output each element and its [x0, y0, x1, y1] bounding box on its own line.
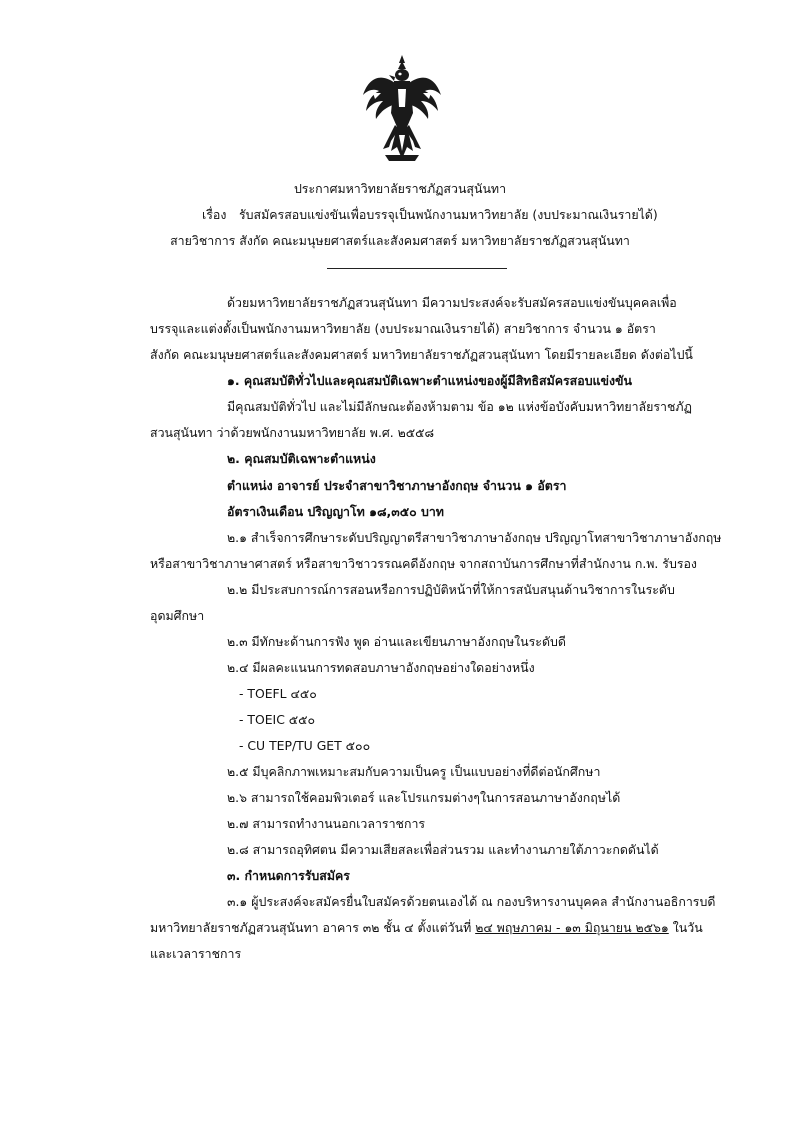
schedule-3-1-post: ในวัน	[672, 920, 703, 935]
subject-line-2: สายวิชาการ สังกัด คณะมนุษยศาสตร์และสังคมศาสตร์ มหาวิทยาลัยราชภัฏสวนสุนันทา	[170, 233, 630, 248]
qualification-2-7: ๒.๗ สามารถทำงานนอกเวลาราชการ	[227, 816, 426, 831]
qualification-2-4: ๒.๔ มีผลคะแนนการทดสอบภาษาอังกฤษอย่างใดอย่างหนึ่ง	[227, 660, 535, 675]
header-divider	[327, 268, 507, 269]
qualification-2-2-line-2: อุดมศึกษา	[150, 608, 205, 623]
intro-line-1: ด้วยมหาวิทยาลัยราชภัฏสวนสุนันทา มีความประสงค์จะรับสมัครสอบแข่งขันบุคคลเพื่อ	[227, 295, 677, 310]
qualification-2-1-line-1: ๒.๑ สำเร็จการศึกษาระดับปริญญาตรีสาขาวิชาภาษาอังกฤษ ปริญญาโทสาขาวิชาภาษาอังกฤษ	[227, 530, 722, 545]
subject-label: เรื่อง	[202, 207, 227, 222]
document-title: ประกาศมหาวิทยาลัยราชภัฏสวนสุนันทา	[293, 181, 507, 196]
qualification-2-3: ๒.๓ มีทักษะด้านการฟัง พูด อ่านและเขียนภาษาอังกฤษในระดับดี	[227, 634, 566, 649]
application-dates: ๒๔ พฤษภาคม - ๑๓ มิถุนายน ๒๕๖๑	[475, 920, 669, 935]
subject-text: รับสมัครสอบแข่งขันเพื่อบรรจุเป็นพนักงานมหาวิทยาลัย (งบประมาณเงินรายได้)	[239, 207, 658, 222]
test-score-cutep: - CU TEP/TU GET ๕๐๐	[239, 738, 371, 753]
qualification-2-6: ๒.๖ สามารถใช้คอมพิวเตอร์ และโปรแกรมต่างๆในการสอนภาษาอังกฤษได้	[227, 790, 621, 805]
schedule-3-1-pre: มหาวิทยาลัยราชภัฏสวนสุนันทา อาคาร ๓๒ ชั้น ๔ ตั้งแต่วันที่	[150, 920, 472, 935]
section-3-heading: ๓. กำหนดการรับสมัคร	[227, 868, 350, 883]
salary-rate: อัตราเงินเดือน ปริญญาโท ๑๘,๓๕๐ บาท	[227, 504, 444, 519]
section-1-line-2: สวนสุนันทา ว่าด้วยพนักงานมหาวิทยาลัย พ.ศ. ๒๕๕๘	[150, 425, 435, 440]
intro-line-3: สังกัด คณะมนุษยศาสตร์และสังคมศาสตร์ มหาวิทยาลัยราชภัฏสวนสุนันทา โดยมีรายละเอียด ดังต่อไปนี้	[150, 347, 693, 362]
qualification-2-5: ๒.๕ มีบุคลิกภาพเหมาะสมกับความเป็นครู เป็นแบบอย่างที่ดีต่อนักศึกษา	[227, 764, 601, 779]
test-score-toefl: - TOEFL ๔๕๐	[239, 686, 317, 701]
test-score-toeic: - TOEIC ๕๕๐	[239, 712, 316, 727]
qualification-2-2-line-1: ๒.๒ มีประสบการณ์การสอนหรือการปฏิบัติหน้าที่ให้การสนับสนุนด้านวิชาการในระดับ	[227, 582, 675, 597]
position-title: ตำแหน่ง อาจารย์ ประจำสาขาวิชาภาษาอังกฤษ จำนวน ๑ อัตรา	[227, 478, 567, 493]
garuda-emblem	[361, 55, 443, 167]
section-1-heading: ๑. คุณสมบัติทั่วไปและคุณสมบัติเฉพาะตำแหน่งของผู้มีสิทธิสมัครสอบแข่งขัน	[227, 373, 633, 388]
qualification-2-8: ๒.๘ สามารถอุทิศตน มีความเสียสละเพื่อส่วนรวม และทำงานภายใต้ภาวะกดดันได้	[227, 842, 659, 857]
qualification-2-1-line-2: หรือสาขาวิชาภาษาศาสตร์ หรือสาขาวิชาวรรณคดีอังกฤษ จากสถาบันการศึกษาที่สำนักงาน ก.พ. รับรอง	[150, 556, 697, 571]
schedule-3-1-line-3: และเวลาราชการ	[150, 946, 242, 961]
section-1-line-1: มีคุณสมบัติทั่วไป และไม่มีลักษณะต้องห้ามตาม ข้อ ๑๒ แห่งข้อบังคับมหาวิทยาลัยราชภัฏ	[227, 399, 692, 414]
section-2-heading: ๒. คุณสมบัติเฉพาะตำแหน่ง	[227, 451, 376, 466]
schedule-3-1-line-2	[150, 919, 703, 938]
intro-line-2: บรรจุและแต่งตั้งเป็นพนักงานมหาวิทยาลัย (งบประมาณเงินรายได้) สายวิชาการ จำนวน ๑ อัตรา	[150, 321, 656, 336]
schedule-3-1-line-1: ๓.๑ ผู้ประสงค์จะสมัครยื่นใบสมัครด้วยตนเองได้ ณ กองบริหารงานบุคคล สำนักงานอธิการบดี	[227, 894, 716, 909]
